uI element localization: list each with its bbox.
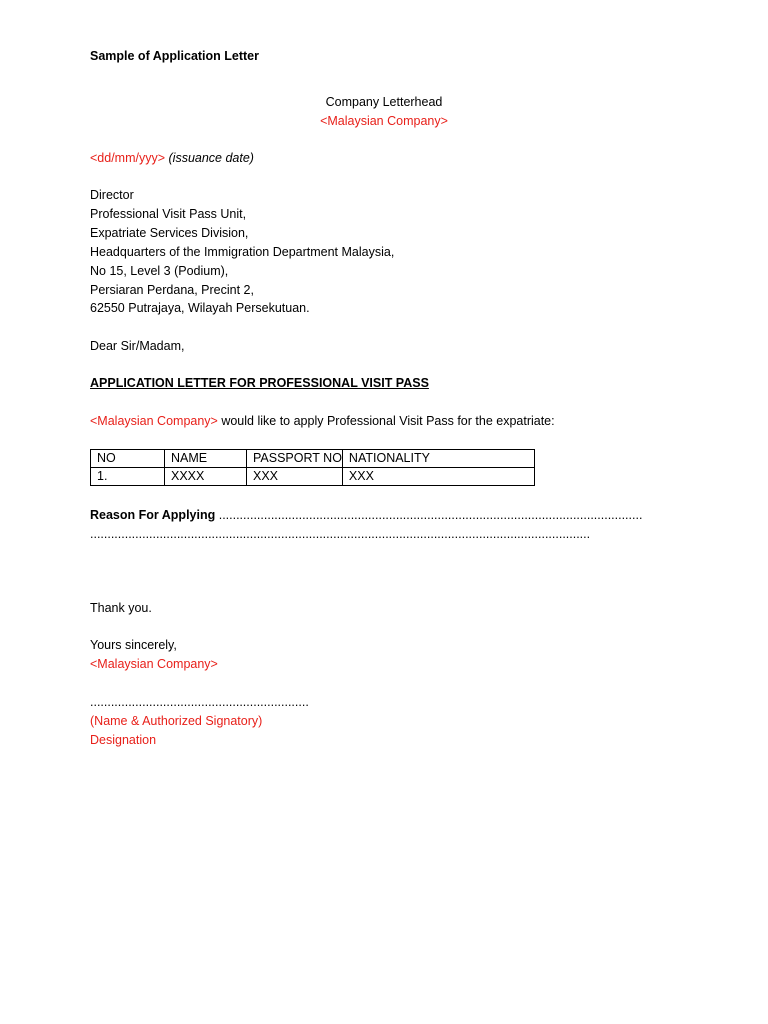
reason-dots-line: ................................................................................................................................................ — [90, 527, 591, 541]
letterhead-title: Company Letterhead — [325, 95, 443, 109]
cell-nationality: XXX — [342, 468, 534, 486]
letterhead-company: <Malaysian Company> — [320, 114, 448, 128]
recipient-line: Headquarters of the Immigration Department Malaysia, — [90, 245, 395, 259]
closing-company: <Malaysian Company> — [90, 657, 218, 671]
recipient-line: 62550 Putrajaya, Wilayah Persekutuan. — [90, 301, 310, 315]
table-header-row — [91, 450, 535, 468]
reason-label: Reason For Applying — [90, 508, 216, 522]
header-name: NAME — [165, 450, 247, 468]
header-passport-no: PASSPORT NO — [247, 450, 343, 468]
recipient-line: No 15, Level 3 (Podium), — [90, 264, 229, 278]
cell-passport-no: XXX — [247, 468, 343, 486]
thank-you: Thank you. — [90, 601, 152, 615]
issuance-date — [90, 150, 254, 166]
closing-sincerely: Yours sincerely, — [90, 638, 177, 652]
intro-company: <Malaysian Company> — [90, 414, 218, 428]
cell-name: XXXX — [165, 468, 247, 486]
recipient-line: Expatriate Services Division, — [90, 226, 249, 240]
signatory-name: (Name & Authorized Signatory) — [90, 714, 263, 728]
expatriate-table — [90, 449, 535, 486]
recipient-line: Professional Visit Pass Unit, — [90, 207, 247, 221]
recipient-line: Director — [90, 188, 134, 202]
reason-dots: .......................................................................................................................... — [215, 508, 643, 522]
table-row — [91, 468, 535, 486]
document-heading: Sample of Application Letter — [90, 49, 260, 63]
reason-line — [90, 507, 643, 523]
cell-no: 1. — [91, 468, 165, 486]
header-nationality: NATIONALITY — [342, 450, 534, 468]
intro-paragraph — [90, 413, 555, 429]
signatory-designation: Designation — [90, 733, 157, 747]
recipient-line: Persiaran Perdana, Precint 2, — [90, 283, 254, 297]
intro-text: would like to apply Professional Visit Pass for the expatriate: — [217, 414, 555, 428]
signature-line: ............................................................... — [90, 695, 309, 709]
letter-subject: APPLICATION LETTER FOR PROFESSIONAL VISIT PASS — [90, 376, 429, 390]
date-note: (issuance date) — [165, 151, 254, 165]
date-placeholder: <dd/mm/yyy> — [90, 151, 166, 165]
salutation: Dear Sir/Madam, — [90, 339, 185, 353]
header-no: NO — [91, 450, 165, 468]
